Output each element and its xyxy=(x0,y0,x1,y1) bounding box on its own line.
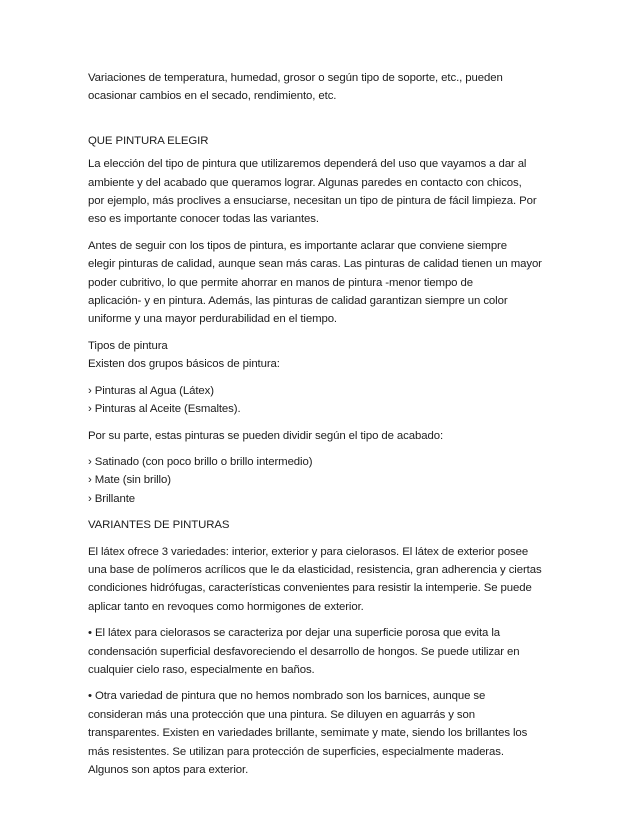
text-line: una base de polímeros acrílicos que le da elasticidad, resistencia, gran adherencia y ciertas xyxy=(88,563,542,576)
paragraph-latex xyxy=(88,543,568,617)
list-item: › Pinturas al Agua (Látex) xyxy=(88,384,214,397)
text-line: uniforme y una mayor perdurabilidad en el tiempo. xyxy=(88,313,337,326)
list-item: › Brillante xyxy=(88,492,136,505)
text-line: Algunos son aptos para exterior. xyxy=(88,764,249,776)
finish-intro: Por su parte, estas pinturas se pueden dividir según el tipo de acabado: xyxy=(88,429,444,442)
text-line: ocasionar cambios en el secado, rendimiento, etc. xyxy=(88,90,337,103)
text-line: condensación superficial desfavoreciendo el desarrollo de hongos. Se puede utilizar en xyxy=(88,645,520,658)
types-heading: Tipos de pintura xyxy=(88,339,168,352)
text-line: consideran más una protección que una pintura. Se diluyen en aguarrás y son xyxy=(88,708,475,721)
text-line: aplicar tanto en revoques como hormigones de exterior. xyxy=(88,600,364,613)
types-list xyxy=(88,382,568,419)
list-item: › Mate (sin brillo) xyxy=(88,474,171,487)
text-line: poder cubritivo, lo que permite ahorrar en manos de pintura -menor tiempo de xyxy=(88,276,473,289)
text-line: Antes de seguir con los tipos de pintura, es importante aclarar que conviene siempre xyxy=(88,239,507,252)
text-line: Variaciones de temperatura, humedad, grosor o según tipo de soporte, etc., pueden xyxy=(88,72,503,84)
list-item: › Pinturas al Aceite (Esmaltes). xyxy=(88,403,241,416)
types-block xyxy=(88,337,568,374)
text-line: condiciones hidrófugas, características convenientes para resistir la intemperie. Se puede xyxy=(88,582,532,595)
finish-list xyxy=(88,453,568,508)
text-line: ambiente y del acabado que queramos lograr. Algunas paredes en contacto con chicos, xyxy=(88,176,522,189)
text-line: cualquier cielo raso, especialmente en baños. xyxy=(88,663,315,676)
paragraph-eleccion xyxy=(88,155,568,229)
text-line: por ejemplo, más proclives a ensuciarse, necesitan un tipo de pintura de fácil limpieza. Por xyxy=(88,195,537,208)
intro-paragraph xyxy=(88,69,568,106)
text-line: más resistentes. Se utilizan para protección de superficies, especialmente maderas. xyxy=(88,745,504,758)
paragraph-barnices xyxy=(88,687,568,779)
text-line: La elección del tipo de pintura que utilizaremos dependerá del uso que vayamos a dar al xyxy=(88,158,527,171)
text-line: transparentes. Existen en variedades brillante, semimate y mate, siendo los brillantes los xyxy=(88,727,528,740)
section-heading-variantes: VARIANTES DE PINTURAS xyxy=(88,519,230,532)
text-line: elegir pinturas de calidad, aunque sean más caras. Las pinturas de calidad tienen un mayor xyxy=(88,258,542,271)
paragraph-cielorasos xyxy=(88,624,568,679)
list-item: › Satinado (con poco brillo o brillo intermedio) xyxy=(88,455,313,468)
text-line: El látex ofrece 3 variedades: interior, exterior y para cielorasos. El látex de exterior posee xyxy=(88,545,529,558)
text-line: • El látex para cielorasos se caracteriza por dejar una superficie porosa que evita la xyxy=(88,627,501,640)
text-line: eso es importante conocer todas las variantes. xyxy=(88,213,319,226)
paragraph-calidad xyxy=(88,237,568,329)
section-heading-que-pintura: QUE PINTURA ELEGIR xyxy=(88,134,209,147)
text-line: • Otra variedad de pintura que no hemos nombrado son los barnices, aunque se xyxy=(88,690,486,703)
types-intro: Existen dos grupos básicos de pintura: xyxy=(88,358,280,371)
text-line: aplicación- y en pintura. Además, las pinturas de calidad garantizan siempre un color xyxy=(88,295,508,308)
